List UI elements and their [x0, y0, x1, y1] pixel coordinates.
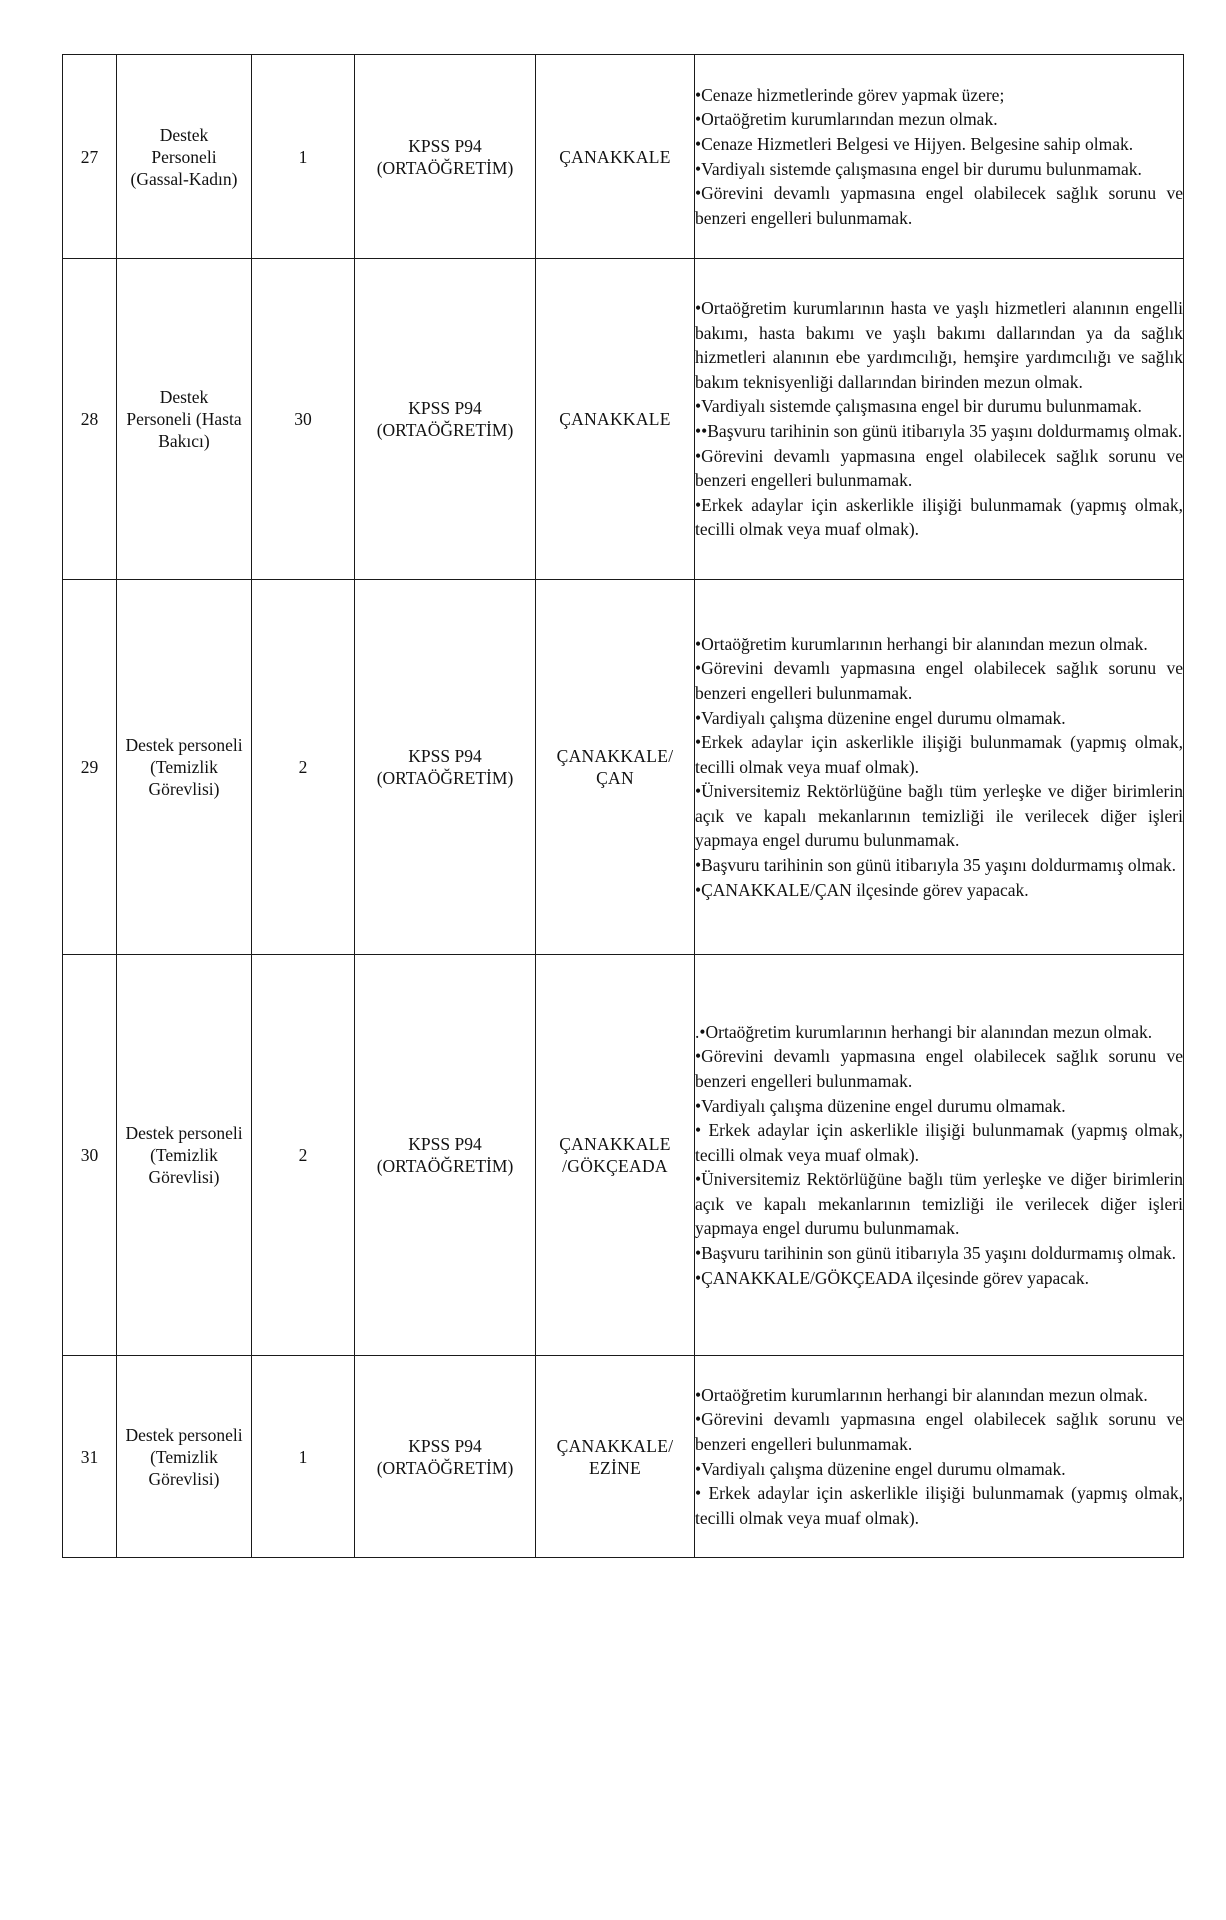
requirement-item: •Üniversitemiz Rektörlüğüne bağlı tüm yerleşke ve diğer birimlerin açık ve kapalı mekanlarının temizliği ile verilecek diğer işleri yapmaya engel durumu bulunmamak.	[695, 1169, 1183, 1239]
row-number: 31	[63, 1356, 117, 1558]
position-count: 30	[252, 259, 355, 580]
kpss-score-type: KPSS P94 (ORTAÖĞRETİM)	[355, 1356, 536, 1558]
kpss-score-type: KPSS P94 (ORTAÖĞRETİM)	[355, 955, 536, 1356]
position-title: Destek personeli (Temizlik Görevlisi)	[117, 580, 252, 955]
work-location: ÇANAKKALE/ ÇAN	[536, 580, 695, 955]
requirement-item: .•Ortaöğretim kurumlarının herhangi bir alanından mezun olmak.	[695, 1021, 1153, 1042]
kpss-score-type: KPSS P94 (ORTAÖĞRETİM)	[355, 259, 536, 580]
requirements-cell	[695, 580, 1184, 955]
kpss-score-type: KPSS P94 (ORTAÖĞRETİM)	[355, 55, 536, 259]
requirement-item: •Ortaöğretim kurumlarından mezun olmak.	[695, 109, 998, 130]
requirement-item: •Erkek adaylar için askerlikle ilişiği bulunmamak (yapmış olmak, tecilli olmak veya muaf olmak).	[695, 732, 1183, 777]
requirement-item: •Erkek adaylar için askerlikle ilişiği bulunmamak (yapmış olmak, tecilli olmak veya muaf olmak).	[695, 494, 1183, 540]
position-count: 2	[252, 955, 355, 1356]
positions-table	[62, 54, 1184, 1558]
requirement-item: •Vardiyalı sistemde çalışmasına engel bir durumu bulunmamak.	[695, 396, 1142, 417]
requirement-item: •Vardiyalı sistemde çalışmasına engel bir durumu bulunmamak.	[695, 158, 1142, 179]
requirement-item: •Ortaöğretim kurumlarının hasta ve yaşlı hizmetleri alanının engelli bakımı, hasta bakımı ve yaşlı bakımı dallarından ya da sağlık hizmetleri alanının ebe yardımcılığı, hemşire yardımcılığı ve sağlık bakım teknisyenliği dallarından birinden mezun olmak.	[695, 298, 1183, 392]
requirement-item: •Başvuru tarihinin son günü itibarıyla 35 yaşını doldurmamış olmak.	[695, 1243, 1177, 1264]
requirement-item: •Ortaöğretim kurumlarının herhangi bir alanından mezun olmak.	[695, 633, 1148, 654]
requirement-item: •Cenaze hizmetlerinde görev yapmak üzere;	[695, 84, 1005, 105]
requirement-item: •Başvuru tarihinin son günü itibarıyla 35 yaşını doldurmamış olmak.	[695, 855, 1177, 876]
table-row	[63, 1356, 1184, 1558]
position-count: 1	[252, 1356, 355, 1558]
requirement-item: •Vardiyalı çalışma düzenine engel durumu olmamak.	[695, 1095, 1066, 1116]
table-row	[63, 955, 1184, 1356]
requirement-item: •Üniversitemiz Rektörlüğüne bağlı tüm yerleşke ve diğer birimlerin açık ve kapalı mekanlarının temizliği ile verilecek diğer işleri yapmaya engel durumu bulunmamak.	[695, 781, 1183, 851]
work-location: ÇANAKKALE	[536, 55, 695, 259]
requirements-list	[695, 296, 1183, 542]
table-row	[63, 259, 1184, 580]
row-number: 28	[63, 259, 117, 580]
position-title: Destek Personeli (Gassal-Kadın)	[117, 55, 252, 259]
position-count: 1	[252, 55, 355, 259]
table-row	[63, 55, 1184, 259]
requirement-item: •Vardiyalı çalışma düzenine engel durumu olmamak.	[695, 707, 1066, 728]
requirement-item: •Görevini devamlı yapmasına engel olabilecek sağlık sorunu ve benzeri engelleri bulunmamak.	[695, 183, 1183, 228]
work-location: ÇANAKKALE/ EZİNE	[536, 1356, 695, 1558]
requirements-cell	[695, 1356, 1184, 1558]
requirement-item: •Görevini devamlı yapmasına engel olabilecek sağlık sorunu ve benzeri engelleri bulunmamak.	[695, 1409, 1183, 1454]
requirements-cell	[695, 955, 1184, 1356]
requirement-item: • Erkek adaylar için askerlikle ilişiği bulunmamak (yapmış olmak, tecilli olmak veya muaf olmak).	[695, 1120, 1183, 1165]
requirement-item: •Görevini devamlı yapmasına engel olabilecek sağlık sorunu ve benzeri engelleri bulunmamak.	[695, 1046, 1183, 1091]
position-title: Destek personeli (Temizlik Görevlisi)	[117, 955, 252, 1356]
kpss-score-type: KPSS P94 (ORTAÖĞRETİM)	[355, 580, 536, 955]
requirement-item: •Ortaöğretim kurumlarının herhangi bir alanından mezun olmak.	[695, 1384, 1148, 1405]
requirements-cell	[695, 259, 1184, 580]
row-number: 29	[63, 580, 117, 955]
position-title: Destek personeli (Temizlik Görevlisi)	[117, 1356, 252, 1558]
requirement-item: •Görevini devamlı yapmasına engel olabilecek sağlık sorunu ve benzeri engelleri bulunmamak.	[695, 445, 1183, 491]
requirement-item: ••Başvuru tarihinin son günü itibarıyla 35 yaşını doldurmamış olmak.	[695, 421, 1183, 441]
table-row	[63, 580, 1184, 955]
position-title: Destek Personeli (Hasta Bakıcı)	[117, 259, 252, 580]
requirement-item: • Erkek adaylar için askerlikle ilişiği bulunmamak (yapmış olmak, tecilli olmak veya muaf olmak).	[695, 1483, 1183, 1528]
work-location: ÇANAKKALE	[536, 259, 695, 580]
requirement-item: •ÇANAKKALE/GÖKÇEADA ilçesinde görev yapacak.	[695, 1267, 1089, 1288]
requirement-item: •Cenaze Hizmetleri Belgesi ve Hijyen. Belgesine sahip olmak.	[695, 133, 1134, 154]
requirements-cell	[695, 55, 1184, 259]
requirements-list	[695, 1383, 1183, 1531]
row-number: 27	[63, 55, 117, 259]
requirements-list	[695, 1020, 1183, 1291]
position-count: 2	[252, 580, 355, 955]
row-number: 30	[63, 955, 117, 1356]
requirement-item: •Görevini devamlı yapmasına engel olabilecek sağlık sorunu ve benzeri engelleri bulunmamak.	[695, 658, 1183, 703]
requirements-list	[695, 632, 1183, 903]
requirement-item: •Vardiyalı çalışma düzenine engel durumu olmamak.	[695, 1458, 1066, 1479]
work-location: ÇANAKKALE /GÖKÇEADA	[536, 955, 695, 1356]
requirements-list	[695, 83, 1183, 231]
requirement-item: •ÇANAKKALE/ÇAN ilçesinde görev yapacak.	[695, 879, 1029, 900]
